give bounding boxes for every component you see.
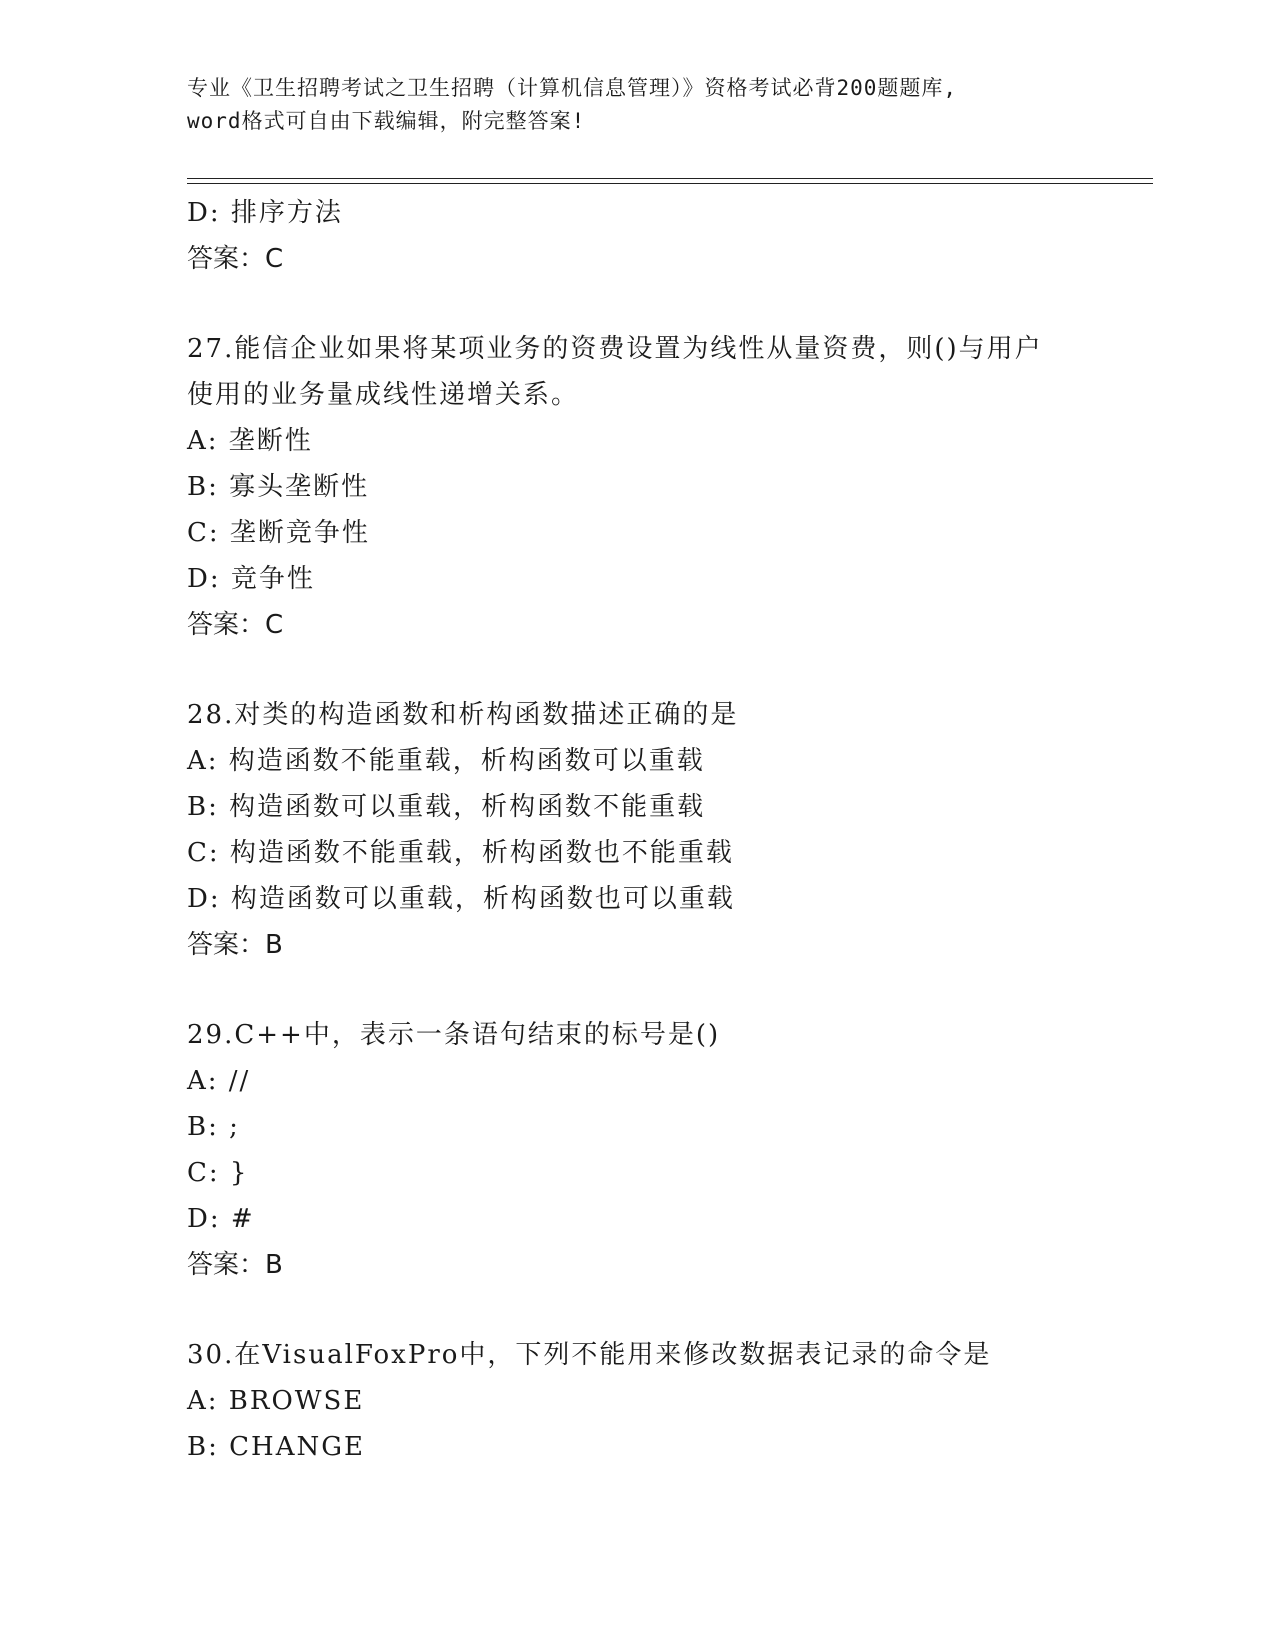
question-29 [187,1012,1153,1288]
question-stem: 28.对类的构造函数和析构函数描述正确的是 [187,700,739,730]
header-rule-bottom [187,183,1153,184]
option-c: C: 构造函数不能重载，析构函数也不能重载 [187,838,734,868]
question-28 [187,692,1153,968]
option-b: B: 寡头垄断性 [187,472,370,502]
question-30 [187,1332,1153,1470]
question-stem: 29.C++中，表示一条语句结束的标号是() [187,1020,721,1050]
question-stem: 27.能信企业如果将某项业务的资费设置为线性从量资费，则()与用户使用的业务量成线性递增关系。 [187,334,1043,410]
answer-line: 答案：C [187,244,284,274]
option-a: A: // [187,1066,251,1096]
question-27 [187,326,1153,648]
option-a: A: 构造函数不能重载，析构函数可以重载 [187,746,705,776]
option-c: C: } [187,1158,249,1188]
header-rule-top [187,178,1153,179]
partial-question [187,190,1153,282]
answer-line: 答案：B [187,1250,283,1280]
option-a: A: BROWSE [187,1386,365,1416]
option-a: A: 垄断性 [187,426,313,456]
option-b: B: 构造函数可以重载，析构函数不能重载 [187,792,706,822]
question-stem: 30.在VisualFoxPro中，下列不能用来修改数据表记录的命令是 [187,1340,992,1370]
question-content [187,190,1153,1470]
header-line-1: 专业《卫生招聘考试之卫生招聘（计算机信息管理）》资格考试必背200题题库, [187,76,958,100]
document-header [187,72,1087,138]
answer-line: 答案：C [187,610,284,640]
option-d: D: 竞争性 [187,564,315,594]
option-b: B: CHANGE [187,1432,365,1462]
option-c: C: 垄断竞争性 [187,518,370,548]
answer-line: 答案：B [187,930,283,960]
option-d: D: 构造函数可以重载，析构函数也可以重载 [187,884,735,914]
option-b: B: ; [187,1112,240,1142]
option-d: D: # [187,1204,255,1234]
header-line-2: word格式可自由下载编辑，附完整答案! [187,109,586,133]
option-d: D: 排序方法 [187,198,343,228]
